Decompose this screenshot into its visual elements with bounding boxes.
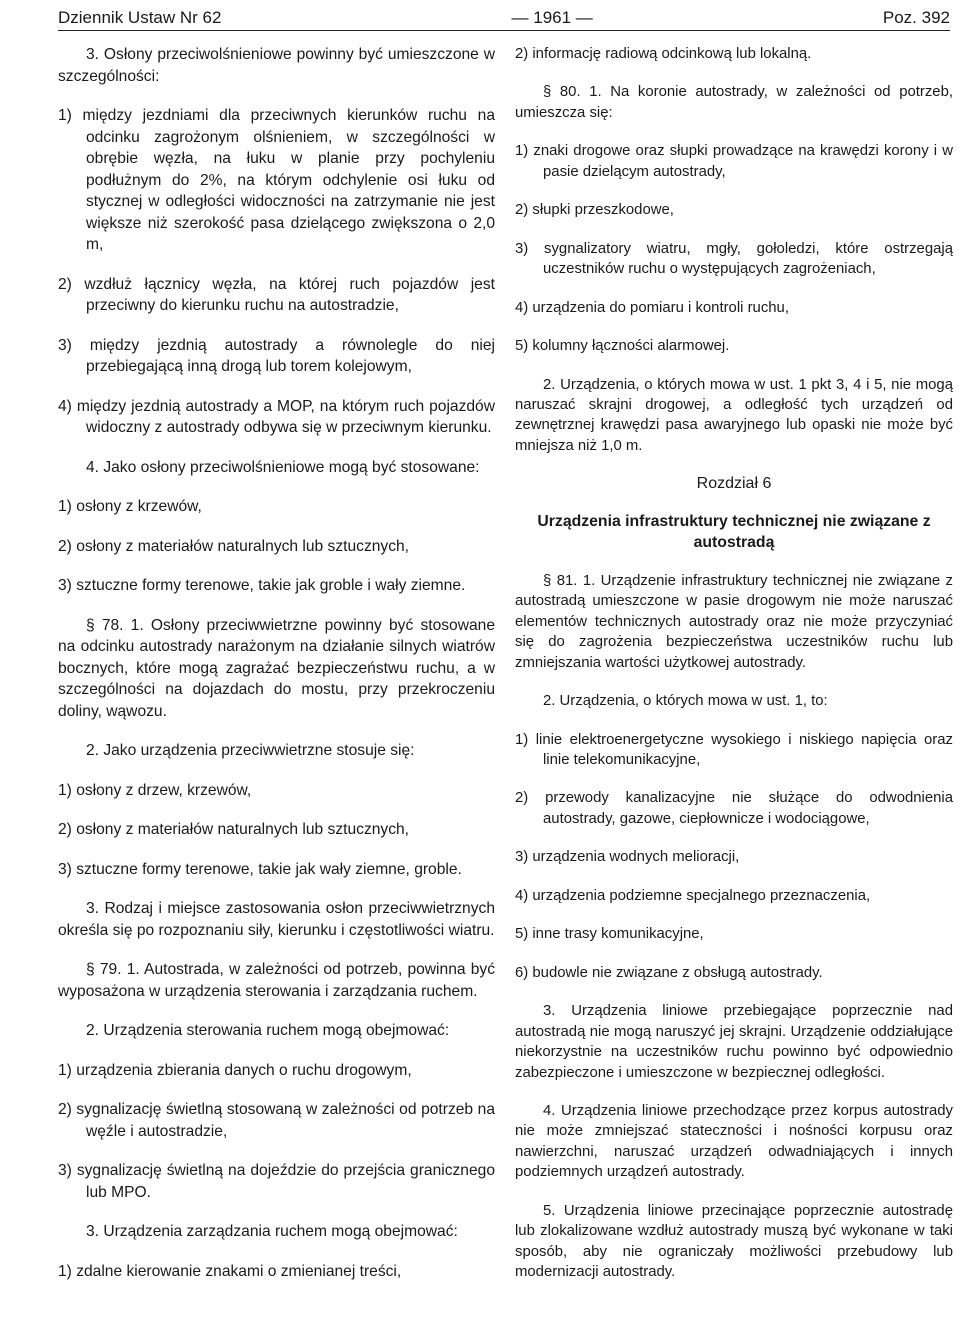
paragraph: 2. Urządzenia, o których mowa w ust. 1 pkt 3, 4 i 5, nie mogą naruszać skrajni drogowej, a odległość tych urządzeń od zewnętrznej krawędzi pasa awaryjnego lub opaski nie może być mniejsza niż 1,0 m. bbox=[515, 376, 953, 454]
list-item: 1) między jezdniami dla przeciwnych kierunków ruchu na odcinku zagrożonym olśnieniem, w szczególności w obrębie węzła, na łuku w planie przy pochyleniu podłużnym do 2%, na którym odchylenie osi łuku od stycznej w odległości widoczności na zatrzymanie nie jest większe niż szerokość pasa dzielącego zwiększona o 2,0 m, bbox=[58, 107, 495, 253]
list-item: 2) wzdłuż łącznicy węzła, na której ruch pojazdów jest przeciwny do kierunku ruchu na autostradzie, bbox=[58, 275, 495, 314]
paragraph-continuation: 2) informację radiową odcinkową lub lokalną. bbox=[515, 46, 812, 62]
list-item: 4) urządzenia do pomiaru i kontroli ruchu, bbox=[515, 299, 789, 316]
list-item: 2) sygnalizację świetlną stosowaną w zależności od potrzeb na węźle i autostradzie, bbox=[58, 1101, 495, 1140]
list-item: 2) przewody kanalizacyjne nie służące do odwodnienia autostrady, gazowe, ciepłownicze i wodociągowe, bbox=[515, 790, 953, 827]
list-item: 3) sztuczne formy terenowe, takie jak wały ziemne, groble. bbox=[58, 860, 462, 878]
list-item: 1) urządzenia zbierania danych o ruchu drogowym, bbox=[58, 1061, 412, 1079]
left-column bbox=[58, 44, 495, 1300]
paragraph: 3. Urządzenia zarządzania ruchem mogą obejmować: bbox=[86, 1223, 458, 1240]
list-item: 1) osłony z drzew, krzewów, bbox=[58, 781, 252, 799]
paragraph: 4. Urządzenia liniowe przechodzące przez korpus autostrady nie może zmniejszać stateczności i nośności korpusu oraz nawierzchni, naruszać urządzeń odwadniających i innych podziemnych urządzeń autostrady. bbox=[515, 1102, 953, 1181]
list-item: 3) sztuczne formy terenowe, takie jak groble i wały ziemne. bbox=[58, 577, 466, 594]
list-item: 5) inne trasy komunikacyjne, bbox=[515, 926, 704, 943]
list-item: 4) urządzenia podziemne specjalnego przeznaczenia, bbox=[515, 887, 871, 904]
paragraph: 2. Urządzenia, o których mowa w ust. 1, to: bbox=[543, 693, 828, 710]
header-divider bbox=[58, 30, 950, 31]
paragraph: 2. Jako urządzenia przeciwwietrzne stosuje się: bbox=[86, 742, 415, 759]
list-item: 1) linie elektroenergetyczne wysokiego i niskiego napięcia oraz linie telekomunikacyjne, bbox=[515, 731, 953, 768]
position-number: Poz. 392 bbox=[882, 8, 950, 27]
paragraph: 3. Urządzenia liniowe przebiegające poprzecznie nad autostradą nie mogą naruszyć jej skrajni. Urządzenie oddziałujące niekorzystnie na uczestników ruchu powinno być odpowiednio zabezpieczone i umieszczone w bezpiecznej odległości. bbox=[515, 1003, 953, 1081]
list-item: 1) osłony z krzewów, bbox=[58, 498, 202, 515]
list-item: 3) urządzenia wodnych melioracji, bbox=[515, 849, 740, 866]
list-item: 2) osłony z materiałów naturalnych lub sztucznych, bbox=[58, 821, 410, 838]
paragraph: § 78. 1. Osłony przeciwwietrzne powinny być stosowane na odcinku autostrady narażonym na działanie silnych wiatrów bocznych, które mogą zagrażać bezpieczeństwu ruchu, a w szczególności na dojazdach do mostu, przy przekroczeniu doliny, wąwozu. bbox=[58, 616, 495, 720]
paragraph: § 80. 1. Na koronie autostrady, w zależności od potrzeb, umieszcza się: bbox=[515, 84, 953, 121]
journal-title: Dziennik Ustaw Nr 62 bbox=[58, 8, 222, 27]
paragraph: § 81. 1. Urządzenie infrastruktury technicznej nie związane z autostradą umieszczone w pasie drogowym nie może naruszać elementów technicznych autostrady oraz nie może przyczyniać się do zagrożenia bezpieczeństwa uczestników ruchu lub zmniejszania wartości użytkowej autostrady. bbox=[515, 572, 953, 671]
page-number: — 1961 — bbox=[511, 8, 593, 27]
right-column bbox=[515, 44, 953, 1301]
paragraph: 2. Urządzenia sterowania ruchem mogą obejmować: bbox=[86, 1022, 450, 1039]
paragraph: § 79. 1. Autostrada, w zależności od potrzeb, powinna być wyposażona w urządzenia sterowania i zarządzania ruchem. bbox=[58, 961, 495, 1000]
list-item: 3) sygnalizację świetlną na dojeździe do przejścia granicznego lub MPO. bbox=[58, 1162, 495, 1201]
list-item: 3) sygnalizatory wiatru, mgły, gołoledzi, które ostrzegają uczestników ruchu o występujących zagrożeniach, bbox=[515, 240, 953, 278]
list-item: 1) znaki drogowe oraz słupki prowadzące na krawędzi korony i w pasie dzielącym autostrady, bbox=[515, 143, 953, 180]
list-item: 2) słupki przeszkodowe, bbox=[515, 202, 674, 219]
chapter-title: Urządzenia infrastruktury technicznej nie związane z autostradą bbox=[537, 512, 931, 551]
list-item: 3) między jezdnią autostrady a równolegle do niej przebiegającą inną drogą lub torem kolejowym, bbox=[58, 336, 495, 375]
list-item: 1) zdalne kierowanie znakami o zmienianej treści, bbox=[58, 1262, 402, 1280]
list-item: 4) między jezdnią autostrady a MOP, na którym ruch pojazdów widoczny z autostrady odbywa się w przeciwnym kierunku. bbox=[58, 397, 495, 436]
paragraph: 4. Jako osłony przeciwolśnieniowe mogą być stosowane: bbox=[86, 458, 480, 476]
paragraph: 5. Urządzenia liniowe przecinające poprzecznie autostradę lub zlokalizowane wzdłuż autostrady muszą być wykonane w taki sposób, aby nie ograniczały możliwości przebudowy lub modernizacji autostrady. bbox=[515, 1202, 953, 1281]
list-item: 2) osłony z materiałów naturalnych lub sztucznych, bbox=[58, 537, 410, 555]
list-item: 5) kolumny łączności alarmowej. bbox=[515, 338, 730, 355]
paragraph: 3. Rodzaj i miejsce zastosowania osłon przeciwwietrznych określa się po rozpoznaniu siły, kierunku i częstotliwości wiatru. bbox=[58, 900, 495, 939]
page-header bbox=[58, 4, 950, 32]
chapter-heading: Rozdział 6 bbox=[696, 475, 772, 493]
list-item: 6) budowle nie związane z obsługą autostrady. bbox=[515, 964, 823, 981]
paragraph: 3. Osłony przeciwolśnieniowe powinny być umieszczone w szczególności: bbox=[58, 46, 495, 85]
